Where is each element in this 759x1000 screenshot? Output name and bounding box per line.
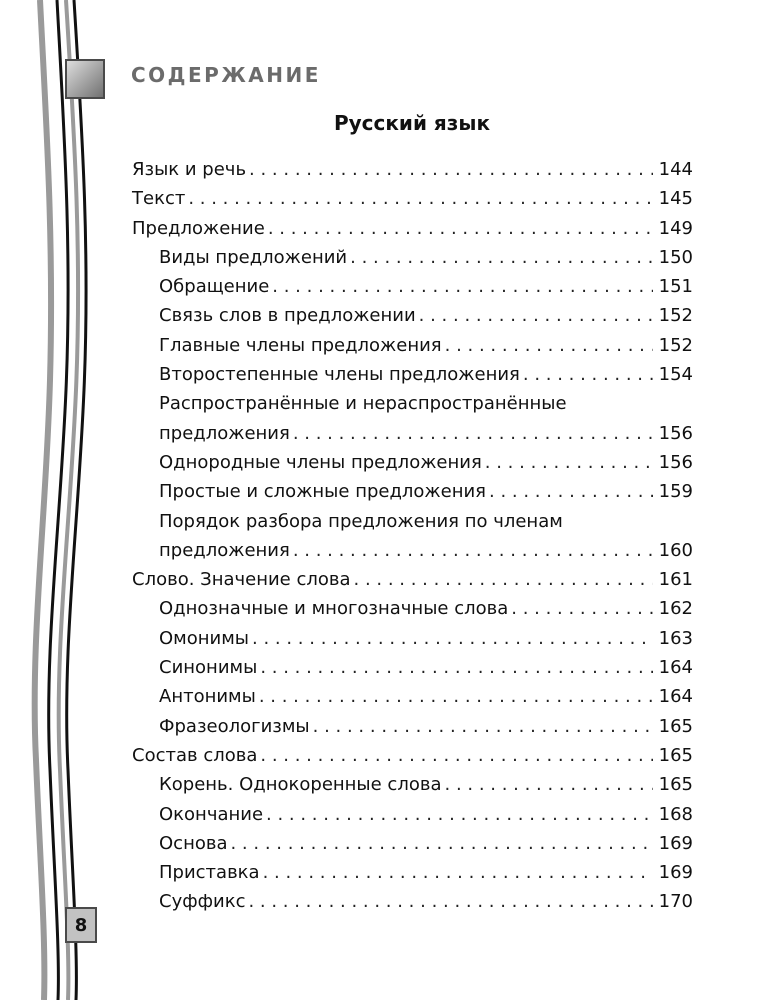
toc-entry-page: 160	[658, 539, 693, 561]
page-number: 8	[74, 915, 88, 936]
toc-entry-label: Состав слова	[132, 744, 258, 766]
toc-entry-label: Окончание	[159, 803, 264, 825]
toc-entry-label: Однородные члены предложения	[159, 451, 482, 473]
toc-entry	[132, 155, 693, 184]
toc-dot-leader	[260, 858, 653, 887]
toc-dot-leader	[245, 887, 652, 916]
toc-entry	[132, 477, 693, 506]
toc-entry	[132, 331, 693, 360]
toc-dot-leader	[227, 829, 652, 858]
toc-entry-page: 145	[658, 188, 693, 210]
toc-entry	[132, 536, 693, 565]
toc-entry	[132, 594, 693, 623]
toc-dot-leader	[482, 448, 653, 477]
toc-entry-label: Корень. Однокоренные слова	[159, 774, 442, 796]
toc-entry-page: 169	[658, 832, 693, 854]
toc-entry-page: 144	[658, 159, 693, 180]
toc-entry	[132, 360, 693, 389]
toc-entry-label: Порядок разбора предложения по членам	[159, 510, 563, 532]
toc-entry-page: 156	[658, 451, 693, 473]
toc-entry-label: Антонимы	[159, 686, 256, 708]
toc-entry	[132, 741, 693, 770]
toc-entry	[132, 858, 693, 887]
toc-dot-leader	[520, 360, 653, 389]
toc-entry-page: 162	[658, 598, 693, 620]
toc-entry	[132, 653, 693, 682]
header-square-icon	[66, 60, 104, 98]
toc-entry-label: предложения	[159, 539, 290, 561]
toc-entry	[132, 301, 693, 330]
toc-dot-leader	[290, 536, 653, 565]
toc-dot-leader	[257, 653, 652, 682]
toc-entry	[132, 272, 693, 301]
toc-entry-page: 150	[658, 246, 693, 268]
toc-entry-page: 168	[658, 803, 693, 825]
toc-dot-leader	[265, 214, 653, 243]
toc-entry	[132, 682, 693, 711]
toc-entry	[132, 507, 693, 536]
section-title: СОДЕРЖАНИЕ	[131, 63, 321, 87]
toc-entry-page: 164	[658, 657, 693, 679]
toc-entry-label: Приставка	[159, 862, 260, 884]
toc-entry-label: Предложение	[132, 217, 265, 239]
toc-entry-label: Текст	[132, 188, 186, 210]
stripe-outer-gray	[35, 0, 51, 1000]
subject-title: Русский язык	[333, 111, 491, 135]
toc-entry	[132, 214, 693, 243]
toc-entry-label: Язык и речь	[132, 159, 247, 180]
toc-entry-page: 164	[658, 686, 693, 708]
toc-entry	[132, 887, 693, 916]
toc-entry-label: Суффикс	[159, 891, 246, 913]
toc-entry-label: Основа	[159, 832, 228, 854]
toc-entry-label: Слово. Значение слова	[132, 569, 351, 591]
toc-entry-page: 152	[658, 334, 693, 356]
toc-entry-page: 154	[658, 364, 693, 386]
toc-entry-page: 165	[658, 715, 693, 737]
toc-entry-label: Распространённые и нераспространённые	[159, 393, 567, 415]
toc-entry	[132, 419, 693, 448]
toc-entry	[132, 624, 693, 653]
table-of-contents	[132, 155, 693, 917]
toc-dot-leader	[442, 770, 653, 799]
toc-entry-label: Синонимы	[159, 657, 258, 679]
toc-entry-label: Фразеологизмы	[159, 715, 310, 737]
toc-entry-label: Однозначные и многозначные слова	[159, 598, 509, 620]
toc-entry-label: предложения	[159, 422, 290, 444]
toc-entry-page: 169	[658, 862, 693, 884]
toc-dot-leader	[508, 594, 652, 623]
toc-dot-leader	[442, 331, 653, 360]
toc-entry-page: 159	[658, 481, 693, 503]
toc-dot-leader	[347, 243, 653, 272]
toc-entry	[132, 712, 693, 741]
toc-dot-leader	[257, 741, 652, 770]
toc-entry-label: Обращение	[159, 276, 270, 298]
toc-entry-page: 156	[658, 422, 693, 444]
toc-entry	[132, 243, 693, 272]
toc-entry-label: Главные члены предложения	[159, 334, 442, 356]
toc-dot-leader	[185, 184, 652, 213]
toc-dot-leader	[263, 800, 653, 829]
toc-entry	[132, 448, 693, 477]
toc-entry	[132, 184, 693, 213]
toc-entry-page: 149	[658, 217, 693, 239]
toc-dot-leader	[416, 301, 653, 330]
toc-entry-label: Простые и сложные предложения	[159, 481, 487, 503]
toc-dot-leader	[246, 155, 653, 184]
toc-dot-leader	[310, 712, 653, 741]
toc-entry	[132, 800, 693, 829]
toc-entry-label: Связь слов в предложении	[159, 305, 416, 327]
toc-dot-leader	[269, 272, 652, 301]
toc-entry	[132, 829, 693, 858]
toc-dot-leader	[486, 477, 653, 506]
toc-entry-page: 152	[658, 305, 693, 327]
toc-dot-leader	[351, 565, 653, 594]
toc-entry-page: 170	[658, 891, 693, 913]
toc-dot-leader	[256, 682, 653, 711]
toc-entry	[132, 389, 693, 418]
toc-entry-page: 151	[658, 276, 693, 298]
toc-entry-page: 165	[658, 744, 693, 766]
toc-dot-leader	[290, 419, 653, 448]
toc-entry-label: Омонимы	[159, 627, 250, 649]
toc-entry-page: 161	[658, 569, 693, 591]
toc-entry	[132, 770, 693, 799]
toc-entry-label: Второстепенные члены предложения	[159, 364, 520, 386]
stripe-gray-2	[59, 0, 78, 1000]
toc-entry-page: 165	[658, 774, 693, 796]
toc-entry-page: 163	[658, 627, 693, 649]
toc-entry	[132, 565, 693, 594]
toc-entry-label: Виды предложений	[159, 246, 348, 268]
toc-dot-leader	[249, 624, 653, 653]
